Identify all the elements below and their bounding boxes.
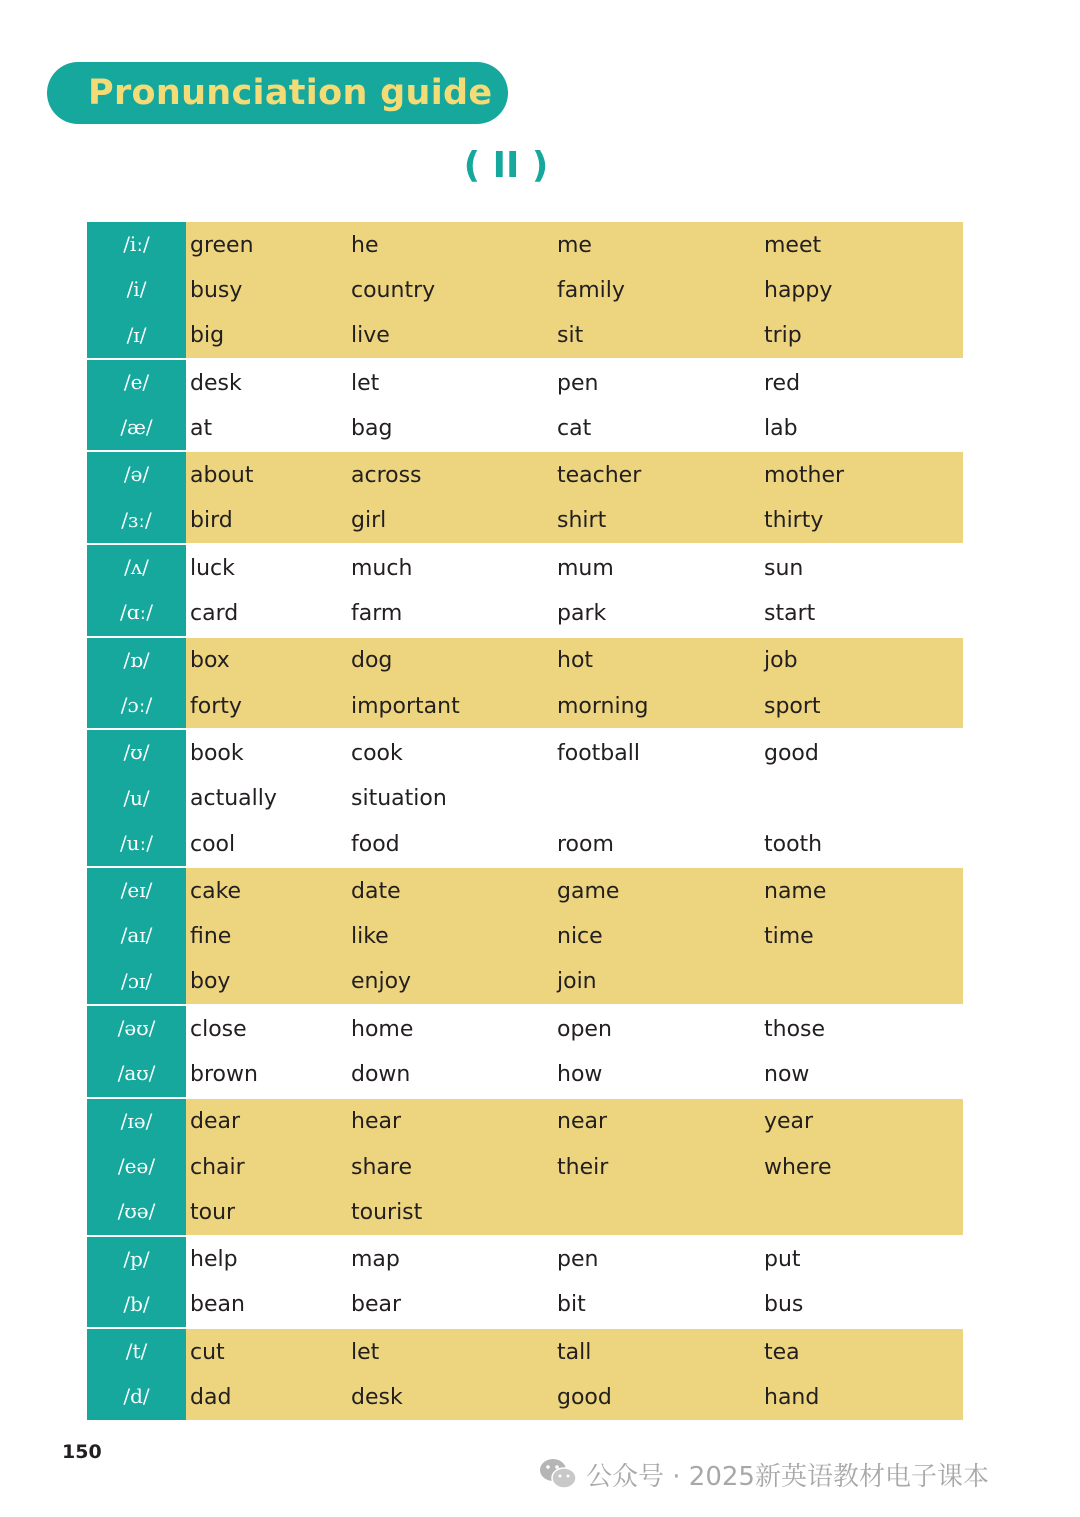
wechat-icon [538,1456,578,1492]
example-word: mother [764,463,845,489]
example-word: at [190,415,213,441]
example-word: situation [351,786,447,812]
example-word: tourist [351,1199,423,1225]
example-word: family [557,277,625,303]
example-row [186,868,963,913]
example-row [186,1329,963,1374]
example-word: close [190,1016,247,1042]
phonetic-symbol: /e/ [123,369,150,394]
phoneme-group [87,450,963,543]
example-word: mum [557,555,614,581]
example-word: he [351,232,379,258]
example-word: cake [190,878,242,904]
words-column [186,545,963,636]
symbol-column [87,1237,186,1328]
example-word: happy [764,277,833,303]
words-column [186,1099,963,1235]
example-row [186,730,963,775]
words-column [186,452,963,543]
example-word: card [190,601,239,627]
example-word: start [764,601,816,627]
phoneme-group [87,1327,963,1420]
phoneme-group [87,728,963,866]
example-word: across [351,463,422,489]
example-word: actually [190,786,277,812]
example-word [557,1211,764,1212]
example-word: farm [351,601,403,627]
example-word: cook [351,740,403,766]
example-word: sit [557,323,584,349]
example-word: thirty [764,508,824,534]
words-column [186,360,963,451]
symbol-column [87,1099,186,1235]
example-word: food [351,831,400,857]
example-word [557,798,764,799]
symbol-column [87,868,186,1004]
example-word: lab [764,415,798,441]
example-word: dear [190,1109,241,1135]
example-word: trip [764,323,802,349]
example-row [186,959,963,1004]
phoneme-group [87,222,963,358]
example-row [186,405,963,450]
example-row [186,222,963,267]
example-word: bird [190,508,233,534]
symbol-column [87,730,186,866]
title-banner [47,62,508,124]
phonetic-symbol: /eɪ/ [120,878,153,903]
phonetic-symbol: /p/ [123,1246,150,1271]
example-word: home [351,1016,414,1042]
example-row [186,638,963,683]
phonetic-symbol: /ɪə/ [120,1108,153,1133]
example-row [186,913,963,958]
example-row [186,1006,963,1051]
pronunciation-table [87,222,963,1420]
example-row [186,1099,963,1144]
example-word: boy [190,969,231,995]
example-word: hand [764,1385,820,1411]
example-row [186,1282,963,1327]
example-word: bus [764,1292,804,1318]
phoneme-group [87,866,963,1004]
page-number: 150 [62,1441,102,1463]
phoneme-group [87,358,963,451]
example-row [186,1237,963,1282]
example-word: live [351,323,390,349]
example-word: football [557,740,640,766]
example-row [186,313,963,358]
example-word: near [557,1109,608,1135]
phonetic-symbol: /aʊ/ [117,1061,156,1086]
example-row [186,1051,963,1096]
section-label: ( II ) [463,145,549,186]
example-word: luck [190,555,235,581]
example-row [186,267,963,312]
phonetic-symbol: /ɜː/ [121,507,152,532]
example-word: where [764,1154,832,1180]
phonetic-symbol: /æ/ [120,415,153,440]
example-word: their [557,1154,609,1180]
phonetic-symbol: /ʊə/ [117,1199,156,1224]
example-word: cool [190,831,236,857]
example-word: map [351,1247,400,1273]
example-word: enjoy [351,969,412,995]
example-word: about [190,463,254,489]
words-column [186,868,963,1004]
example-word: chair [190,1154,245,1180]
phonetic-symbol: /ɔː/ [120,692,153,717]
example-word: how [557,1062,603,1087]
example-word: like [351,924,389,950]
example-word: meet [764,232,822,258]
example-word: box [190,648,230,674]
phonetic-symbol: /ʌ/ [124,555,149,580]
example-word: brown [190,1062,258,1087]
example-word: important [351,693,460,719]
symbol-column [87,360,186,451]
phonetic-symbol: /eə/ [117,1153,156,1178]
phonetic-symbol: /u/ [123,785,150,810]
example-word: sport [764,693,821,719]
watermark-text: 公众号 · 2025新英语教材电子课本 [586,1461,989,1492]
example-row [186,452,963,497]
example-word: forty [190,693,242,719]
phonetic-symbol: /ʊ/ [123,740,150,765]
example-word: tall [557,1339,592,1365]
example-word: girl [351,508,387,534]
phonetic-symbol: /uː/ [119,830,154,855]
example-word: dad [190,1385,232,1411]
phoneme-group [87,1004,963,1097]
example-word: now [764,1062,810,1087]
example-word: put [764,1247,801,1273]
symbol-column [87,222,186,358]
example-word: bean [190,1292,245,1318]
example-row [186,1374,963,1419]
example-word: nice [557,924,603,950]
example-word [764,981,944,982]
example-word: desk [190,370,242,396]
example-word: desk [351,1385,403,1411]
example-row [186,590,963,635]
example-word: shirt [557,508,607,534]
example-word: bear [351,1292,402,1318]
example-row [186,821,963,866]
example-word: morning [557,693,649,719]
phoneme-group [87,1235,963,1328]
example-word: tour [190,1199,236,1225]
words-column [186,222,963,358]
example-word: hot [557,648,594,674]
example-word: country [351,277,436,303]
example-word: book [190,740,244,766]
example-word: room [557,831,614,857]
phoneme-group [87,636,963,729]
example-word: park [557,601,607,627]
example-word: teacher [557,463,642,489]
example-word [764,798,944,799]
words-column [186,1329,963,1420]
example-row [186,1144,963,1189]
example-word: let [351,1339,380,1365]
example-word: name [764,878,827,904]
example-word: job [764,648,798,674]
phonetic-symbol: /i/ [126,277,147,302]
example-row [186,360,963,405]
example-word: time [764,924,814,950]
example-word: down [351,1062,411,1087]
example-word: pen [557,370,599,396]
example-word: busy [190,277,243,303]
example-word: cat [557,415,592,441]
example-word: year [764,1109,814,1135]
phoneme-group [87,1097,963,1235]
example-word: me [557,232,592,258]
example-word: green [190,232,254,258]
example-row [186,498,963,543]
example-word: fine [190,924,232,950]
example-word: join [557,969,597,995]
example-word: good [557,1385,612,1411]
example-word: cut [190,1339,225,1365]
example-word [764,1211,944,1212]
example-word: tooth [764,831,823,857]
example-row [186,776,963,821]
example-word: date [351,878,401,904]
phonetic-symbol: /iː/ [123,232,150,256]
example-row [186,1189,963,1234]
words-column [186,638,963,729]
words-column [186,730,963,866]
example-word: hear [351,1109,402,1135]
phonetic-symbol: /ɒ/ [123,647,150,672]
example-word: open [557,1016,612,1042]
symbol-column [87,638,186,729]
page-title: Pronunciation guide [88,73,493,113]
phonetic-symbol: /əʊ/ [117,1016,156,1041]
symbol-column [87,545,186,636]
example-word: bit [557,1292,586,1318]
words-column [186,1006,963,1097]
symbol-column [87,1006,186,1097]
example-word: pen [557,1247,599,1273]
example-word: dog [351,648,393,674]
phonetic-symbol: /ə/ [123,462,150,487]
phonetic-symbol: /d/ [123,1384,150,1409]
phoneme-group [87,543,963,636]
example-word: much [351,555,413,581]
example-word: those [764,1016,826,1042]
phonetic-symbol: /ɪ/ [126,322,147,347]
phonetic-symbol: /t/ [125,1339,148,1364]
phonetic-symbol: /ɑː/ [119,600,154,625]
symbol-column [87,452,186,543]
example-word: big [190,323,225,349]
example-word: red [764,370,801,396]
example-word: game [557,878,620,904]
phonetic-symbol: /aɪ/ [120,923,153,948]
example-row [186,683,963,728]
watermark [538,1452,989,1496]
example-word: tea [764,1339,800,1365]
example-word: bag [351,415,393,441]
words-column [186,1237,963,1328]
phonetic-symbol: /b/ [123,1291,150,1316]
example-word: share [351,1154,412,1180]
example-row [186,545,963,590]
symbol-column [87,1329,186,1420]
example-word: sun [764,555,804,581]
example-word: help [190,1247,238,1273]
phonetic-symbol: /ɔɪ/ [120,968,153,993]
example-word: let [351,370,380,396]
example-word: good [764,740,819,766]
